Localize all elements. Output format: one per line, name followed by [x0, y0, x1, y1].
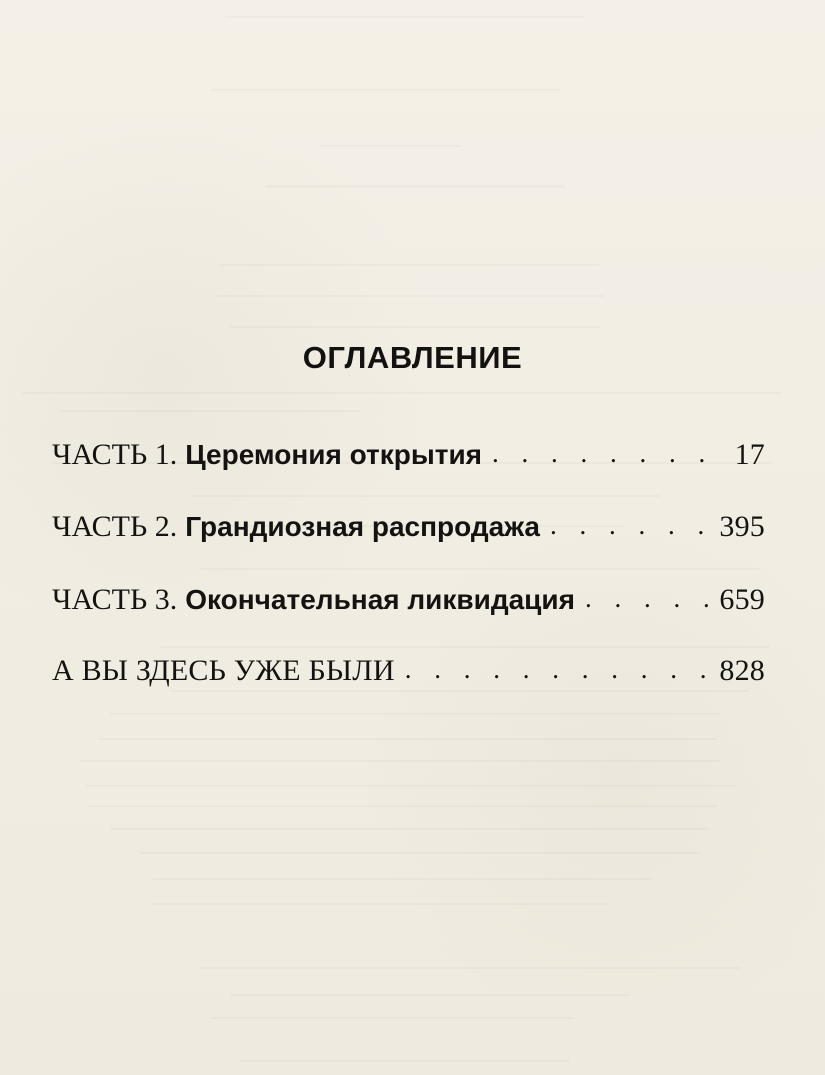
dot-leader [405, 656, 712, 683]
page-number: 395 [719, 510, 765, 543]
page-number: 828 [719, 654, 765, 687]
page-number: 659 [719, 583, 765, 616]
toc-entry-epilogue [52, 656, 765, 686]
dot-leader [585, 585, 711, 612]
part-label: ЧАСТЬ 2. [52, 510, 178, 543]
table-of-contents-heading: ОГЛАВЛЕНИЕ [302, 340, 523, 375]
dot-leader [550, 512, 711, 539]
part-title: Грандиозная распродажа [185, 511, 540, 542]
page-number: 17 [734, 438, 765, 471]
epilogue-title: А ВЫ ЗДЕСЬ УЖЕ БЫЛИ [52, 654, 395, 687]
part-label: ЧАСТЬ 1. [52, 438, 178, 471]
dot-leader [492, 440, 727, 467]
part-title: Церемония открытия [185, 439, 483, 470]
toc-entry-part-3 [52, 585, 765, 615]
part-title: Окончательная ликвидация [185, 584, 575, 615]
part-label: ЧАСТЬ 3. [52, 583, 178, 616]
toc-entry-part-1 [52, 440, 765, 470]
toc-entry-part-2 [52, 512, 765, 542]
